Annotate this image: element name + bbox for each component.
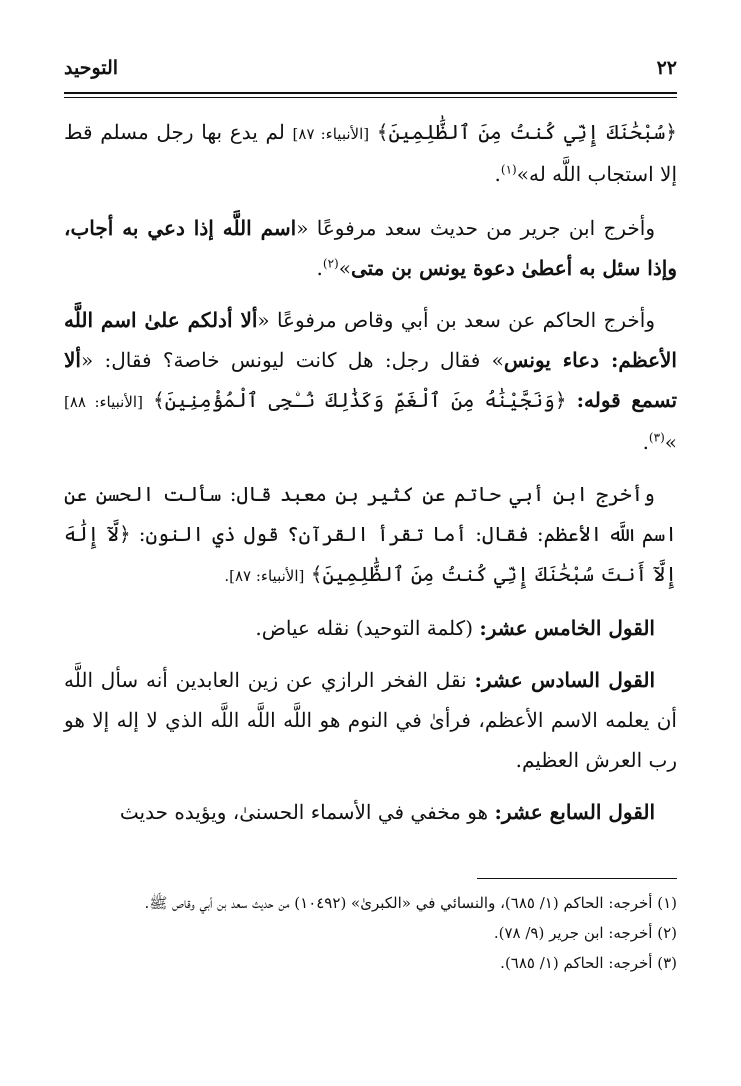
hadith-text-bold: ألا تسمع قوله:: [64, 348, 678, 412]
main-text: [64, 112, 677, 844]
paragraph-text: (كلمة التوحيد) نقله عياض.: [255, 616, 474, 640]
footnote-marker-3[interactable]: (٣): [648, 430, 665, 445]
page-header: [64, 50, 677, 86]
period: .: [316, 256, 323, 280]
quote-close: »: [664, 430, 677, 454]
quote-close: »: [338, 256, 351, 280]
footnote-2: (٢) أخرجه: ابن جرير (٩/ ٧٨).: [493, 924, 677, 942]
period: .: [642, 430, 649, 454]
footnotes: [64, 888, 677, 978]
header-rule-thin: [64, 97, 677, 98]
header-rule-thick: [64, 92, 677, 94]
section-label: القول الخامس عشر:: [479, 616, 655, 640]
chapter-title: التوحيد: [64, 57, 119, 79]
quran-verse: ﴿سُبْحَٰنَكَ إِنِّي كُنتُ مِنَ ٱلظَّٰلِمِينَ﴾: [376, 120, 678, 144]
paragraph-text: وأخرج الحاكم عن سعد بن أبي وقاص مرفوعًا «: [257, 308, 655, 332]
paragraph-text: » فقال رجل: هل كانت ليونس خاصة؟ فقال: «: [80, 348, 504, 372]
paragraph-text: وأخرج ابن جرير من حديث سعد مرفوعًا «: [296, 216, 655, 240]
paragraph-6: [64, 660, 677, 780]
footnote-3: (٣) أخرجه: الحاكم (١/ ٦٨٥).: [500, 954, 677, 972]
quran-verse: ﴿وَنَجَّيْنَٰهُ مِنَ ٱلْغَمِّ وَكَذَٰلِكَ نُـۨجِى ٱلْمُؤْمِنِينَ﴾: [153, 388, 567, 412]
period: .: [494, 162, 501, 186]
page-number: ٢٢: [656, 57, 677, 79]
hadith-text-bold: اسم اللَّه إذا دعي به أجاب، وإذا سئل به أعطىٰ دعوة يونس بن متى: [64, 216, 677, 280]
paragraph-7: [64, 792, 677, 832]
paragraph-text: لم يدع بها رجل مسلم قط إلا استجاب اللَّه له»: [64, 120, 677, 186]
paragraph-1: [64, 112, 677, 194]
paragraph-text: وأخرج ابن أبي حاتم عن كثير بن معبد قال: سألت الحسن عن اسم اللَّه الأعظم: فقال: أما تقرأ القرآن؟ قول ذي النون:: [64, 482, 678, 546]
hadith-text-bold: ألا أدلكم علىٰ اسم اللَّه الأعظم: دعاء يونس: [64, 308, 677, 372]
section-label: القول السادس عشر:: [474, 668, 656, 692]
paragraph-text: هو مخفي في الأسماء الحسنىٰ، ويؤيده حديث: [119, 800, 489, 824]
verse-reference: [الأنبياء: ٨٨]: [64, 393, 143, 411]
paragraph-2: [64, 208, 677, 288]
section-label: القول السابع عشر:: [494, 800, 655, 824]
verse-reference: [الأنبياء: ٨٧]: [292, 125, 370, 143]
verse-reference: [الأنبياء: ٨٧].: [224, 567, 305, 585]
footnote-1: (١) أخرجه: الحاكم (١/ ٦٨٥)، والنسائي في «الكبرىٰ» (١٠٤٩٢) من حديث سعد بن أبي وقاص ﷺ.: [144, 894, 677, 912]
footnote-marker-2[interactable]: (٢): [322, 256, 339, 271]
paragraph-5: [64, 608, 677, 648]
footnote-separator: [477, 878, 677, 879]
paragraph-text: نقل الفخر الرازي عن زين العابدين أنه سأل اللَّه أن يعلمه الاسم الأعظم، فرأىٰ في النوم هو اللَّه اللَّه اللَّه الذي لا إله إلا هو رب العرش العظيم.: [64, 668, 677, 772]
quran-verse: ﴿لَّآ إِلَٰهَ إِلَّآ أَنتَ سُبْحَٰنَكَ إِنِّي كُنتُ مِنَ ٱلظَّٰلِمِينَ﴾: [64, 522, 677, 586]
paragraph-4: [64, 474, 677, 596]
paragraph-3: [64, 300, 677, 462]
footnote-marker-1[interactable]: (١): [500, 162, 517, 177]
